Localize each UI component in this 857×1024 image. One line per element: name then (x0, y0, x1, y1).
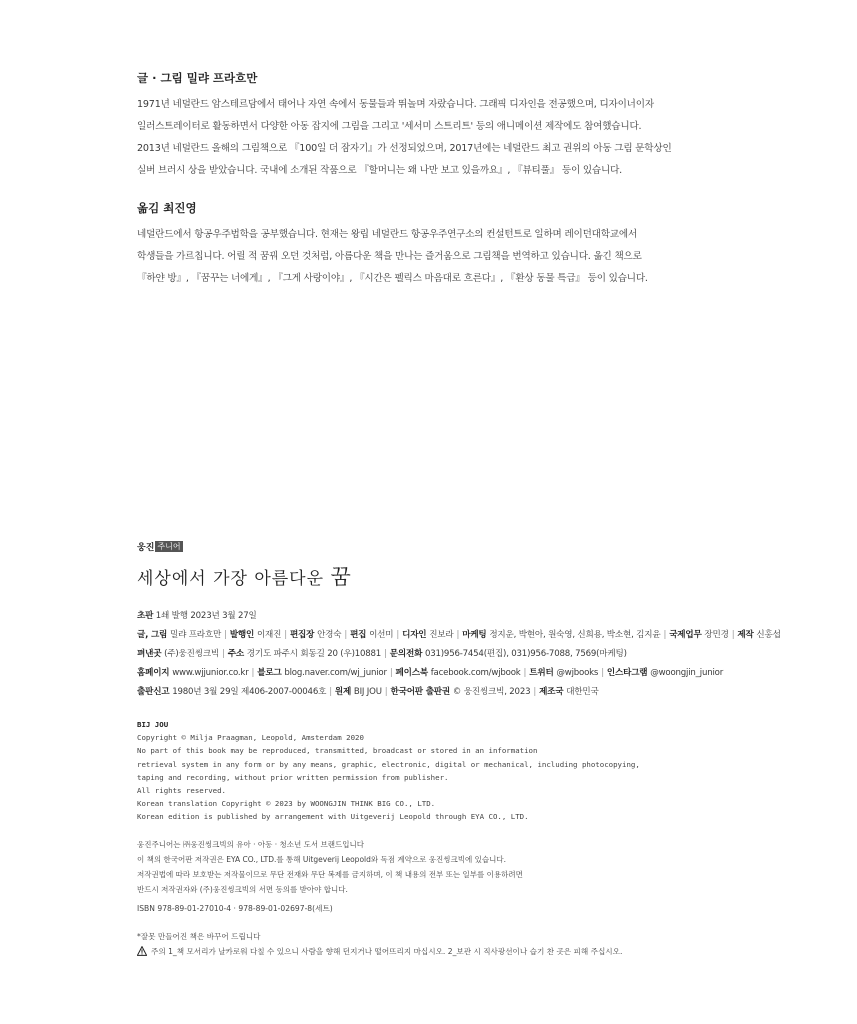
warnings (137, 929, 777, 959)
credit-label: 홈페이지 (137, 668, 173, 678)
separator: | (384, 687, 388, 697)
credit-label: 트위터 (529, 668, 557, 678)
credit-value: © 웅진씽크빅, 2023 (452, 687, 531, 697)
translator-bio (137, 200, 697, 290)
translator-bio-line: 학생들을 가르칩니다. 어릴 적 꿈꿔 오던 것처럼, 아름다운 책을 만나는 즐거움으로 그림책을 번역하고 있습니다. 옮긴 책으로 (137, 251, 642, 263)
copyright-line: taping and recording, without prior written permission from publisher. (137, 772, 449, 782)
separator: | (533, 687, 537, 697)
separator: | (601, 668, 604, 678)
credit-label: 원제 (334, 687, 354, 697)
separator: | (389, 668, 393, 678)
credit-label: 국제업무 (669, 630, 705, 640)
author-heading: 글 · 그림 밀랴 프라흐만 (137, 71, 258, 85)
book-title-last: 꿈 (330, 565, 352, 589)
copyright-line: Korean translation Copyright © 2023 by WOONGJIN THINK BIG CO., LTD. (137, 799, 436, 809)
first-edition-value: 1쇄 발행 2023년 3월 27일 (155, 611, 257, 621)
legal-note: 웅진주니어는 ㈜웅진씽크빅의 유아 · 아동 · 청소년 도서 브랜드입니다 (137, 839, 364, 849)
credit-value: 1980년 3월 29일 제406-2007-00046호 (172, 687, 327, 697)
credit-value: 경기도 파주시 회동길 20 (우)10881 (246, 649, 382, 659)
separator: | (456, 630, 460, 640)
credit-label: 한국어판 출판권 (390, 687, 453, 697)
credit-label: 페이스북 (395, 668, 431, 678)
legal-note: 반드시 저작권자와 (주)웅진씽크빅의 서면 동의를 받아야 합니다. (137, 884, 348, 894)
credit-value: 이선미 (369, 630, 394, 640)
warning-icon (137, 946, 147, 956)
registration-line (137, 683, 777, 702)
separator: | (523, 668, 527, 678)
separator: | (731, 630, 735, 640)
copyright-line: No part of this book may be reproduced, transmitted, broadcast or stored in an information (137, 746, 538, 756)
isbn: ISBN 978-89-01-27010-4 · 978-89-01-02697-8(세트) (137, 903, 333, 913)
web-line (137, 664, 777, 683)
credit-value: (주)웅진씽크빅 (164, 649, 220, 659)
author-bio (137, 70, 697, 182)
credit-value: 031)956-7454(편집), 031)956-7088, 7569(마케팅) (424, 649, 627, 659)
book-title (137, 561, 777, 591)
translator-bio-line: 『하얀 방』, 『꿈꾸는 너에게』, 『그게 사랑이야』, 『시간은 펠릭스 마음대로 흐른다』, 『환상 동물 특급』 등이 있습니다. (137, 273, 648, 285)
credit-value: 이재진 (256, 630, 282, 640)
publisher-logo (137, 540, 777, 553)
copyright-line: Copyright © Milja Praagman, Leopold, Amsterdam 2020 (137, 733, 364, 743)
legal-note: 이 책의 한국어판 저작권은 EYA CO., LTD.를 통해 Uitgeverij Leopold와 독점 계약으로 웅진씽크빅에 있습니다. (137, 854, 506, 864)
credit-label: 디자인 (402, 630, 430, 640)
credit-label: 편집 (350, 630, 370, 640)
separator: | (224, 630, 227, 640)
first-edition-label: 초판 (137, 611, 154, 621)
separator: | (384, 649, 387, 659)
copyright-line: All rights reserved. (137, 786, 226, 796)
original-title: BIJ JOU (137, 720, 169, 729)
credit-value: 신홍섭 (756, 630, 781, 640)
credit-label: 마케팅 (462, 630, 490, 640)
credit-value: @wjbooks (556, 668, 599, 678)
author-bio-line: 실버 브러시 상을 받았습니다. 국내에 소개된 작품으로 『할머니는 왜 나만 보고 있을까요』, 『뷰티풀』 등이 있습니다. (137, 165, 622, 177)
colophon (137, 540, 781, 959)
caution-notice (137, 944, 777, 959)
credit-label: 블로그 (257, 668, 285, 678)
translator-heading: 옮김 최진영 (137, 201, 197, 215)
credit-label: 발행인 (229, 630, 257, 640)
book-title-main: 세상에서 가장 아름다운 (137, 569, 325, 589)
credit-value: BIJ JOU (353, 687, 382, 697)
brand-badge: 주니어 (157, 542, 181, 551)
separator: | (396, 630, 400, 640)
english-copyright (137, 718, 777, 824)
replace-notice: *잘못 만들어진 책은 바꾸어 드립니다 (137, 931, 261, 941)
credit-value: 장민경 (704, 630, 729, 640)
separator: | (329, 687, 332, 697)
staff-line (137, 626, 781, 645)
separator: | (251, 668, 255, 678)
translator-bio-line: 네덜란드에서 항공우주법학을 공부했습니다. 현재는 왕립 네덜란드 항공우주연구소의 컨설턴트로 일하며 레이던대학교에서 (137, 229, 638, 241)
credit-value: 대한민국 (566, 687, 599, 697)
separator: | (663, 630, 667, 640)
copyright-line: Korean edition is published by arrangement with Uitgeverij Leopold through EYA CO., LTD. (137, 812, 529, 822)
brand-name: 웅진 (137, 543, 155, 553)
credit-label: 제조국 (539, 687, 567, 697)
caution-text: 주의 1_책 모서리가 날카로워 다칠 수 있으니 사람을 향해 던지거나 떨어뜨리지 마십시오. 2_보관 시 직사광선이나 습기 찬 곳은 피해 주십시오. (151, 946, 623, 956)
credit-label: 인스타그램 (606, 668, 651, 678)
credit-value: facebook.com/wjbook (430, 668, 521, 678)
credit-label: 문의전화 (389, 649, 425, 659)
separator: | (284, 630, 287, 640)
credit-label: 주소 (227, 649, 247, 659)
copyright-line: retrieval system in any form or by any means, graphic, electronic, digital or mechanical, including photocopying, (137, 759, 640, 769)
author-bio-line: 1971년 네덜란드 암스테르담에서 태어나 자연 속에서 동물들과 뛰놀며 자랐습니다. 그래픽 디자인을 전공했으며, 디자이너이자 (137, 99, 654, 111)
credit-value: www.wjjunior.co.kr (172, 668, 249, 678)
credit-label: 펴낸곳 (137, 649, 165, 659)
separator: | (222, 649, 225, 659)
credit-label: 출판신고 (137, 687, 173, 697)
credit-value: @woongjin_junior (650, 668, 724, 678)
credits (137, 607, 781, 702)
author-bio-line: 일러스트레이터로 활동하면서 다양한 아동 잡지에 그림을 그리고 '세서미 스트리트' 등의 애니메이션 제작에도 참여했습니다. (137, 121, 642, 133)
legal-notes (137, 837, 777, 914)
first-edition-line (137, 607, 777, 626)
credit-label: 제작 (737, 630, 757, 640)
credit-label: 편집장 (289, 630, 318, 640)
credit-label: 글, 그림 (137, 630, 170, 640)
credit-value: 밀랴 프라흐만 (169, 630, 222, 640)
credit-value: 안경숙 (317, 630, 342, 640)
separator: | (344, 630, 348, 640)
credit-value: 정지운, 박현아, 원숙영, 신희용, 박소현, 김지윤 (489, 630, 661, 640)
credit-value: 진보라 (429, 630, 454, 640)
publisher-line (137, 645, 777, 664)
author-bio-line: 2013년 네덜란드 올해의 그림책으로 『100일 더 잠자기』가 선정되었으며, 2017년에는 네덜란드 최고 권위의 아동 그림 문학상인 (137, 143, 672, 155)
credit-value: blog.naver.com/wj_junior (284, 668, 387, 678)
legal-note: 저작권법에 따라 보호받는 저작물이므로 무단 전재와 무단 복제를 금지하며, 이 책 내용의 전부 또는 일부를 이용하려면 (137, 869, 523, 879)
